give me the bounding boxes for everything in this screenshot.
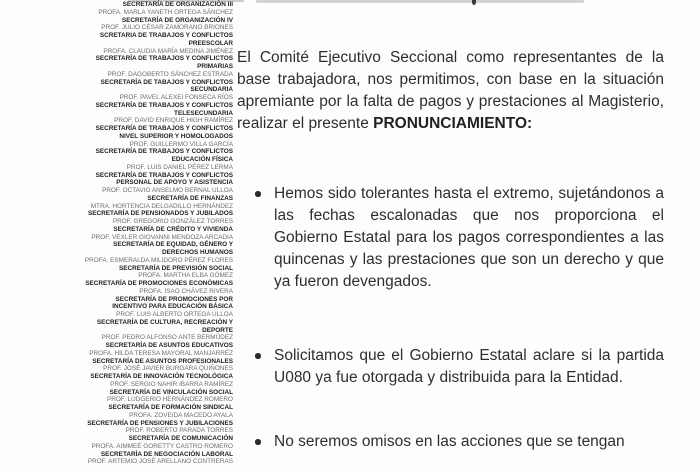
member-name: PROFA. MARLA YANETH ORTEGA SÁNCHEZ (98, 8, 233, 16)
directory-entry (83, 265, 233, 281)
directory-entry (83, 226, 233, 242)
directory-entry (83, 125, 233, 148)
secretaria-title: SECRETARÍA DE TRABAJOS Y CONFLICTOS NIVEL SUPERIOR Y HOMOLOGADOS (95, 125, 233, 140)
member-name: PROF. DAVID ENRIQUE HIGH RAMÍREZ (114, 117, 233, 125)
bullet-item-no-omisos: No seremos omisos en las acciones que se tengan (237, 431, 664, 453)
member-name: PROFA. HILDA TERESA MAYORAL MANJARRÉZ (89, 349, 233, 357)
secretaria-title: SECRETARÍA DE TRABAJOS Y CONFLICTOS PERSONAL DE APOYO Y ASISTENCIA (95, 171, 233, 187)
member-name: PROF. VEXLER GIOVANNI MENDOZA ARCADIA (91, 233, 233, 241)
directory-entry (83, 435, 233, 451)
member-name: PROF. LUIS DANIEL PÉREZ LERMA (126, 163, 233, 171)
member-name: PROF. LUDGERIO HERNÁNDEZ ROMERO (106, 396, 233, 404)
secretaria-title: SECRETARÍA DE INNOVACIÓN TECNOLÓGICA (90, 373, 233, 380)
secretaria-title: SECRETARÍA DE TRABAJOS Y CONFLICTOS TELESECUNDARIA (95, 101, 233, 117)
secretaria-title: SECRETARÍA DE TRABAJOS Y CONFLICTOS EDUCACIÓN FÍSICA (95, 148, 233, 163)
secretaria-title: SECRETARÍA DE EQUIDAD, GÉNERO Y DERECHOS HUMANOS (113, 241, 233, 256)
member-name: PROF. ROBERTO PARADA TORRES (125, 427, 233, 435)
member-name: PROFA. ESMERALDA MILIDORO PÉREZ FLORES (84, 256, 233, 264)
secretaria-title: SECRETARÍA DE TABAJOS Y CONFLICTOS SECUNDARIA (100, 78, 233, 94)
cropped-text-fragment (256, 0, 584, 3)
directory-entry (83, 319, 233, 342)
directory-entry (83, 451, 233, 467)
secretaria-title: SECRETARÍA DE TRABAJOS Y CONFLICTOS PRIMARIAS (95, 55, 233, 70)
member-name: PROFA. ISAO CHÁVEZ RIVERA (139, 287, 233, 295)
secretaria-title: SECRETARÍA DE ORGANIZACIÓN IV (121, 16, 233, 24)
member-name: PROF. LUIS ALBERTO ORTEGA ULLOA (116, 311, 233, 318)
directory-entry (83, 32, 233, 55)
directory-entry (83, 373, 233, 389)
directory-entry (83, 148, 233, 171)
member-name: PROF. ARTEMIO JOSÉ ARELLANO CONTRERAS (87, 458, 233, 466)
member-name: PROF. JOSÉ JAVIER BURGARA QUIÑONES (103, 365, 233, 373)
directory-entry (83, 17, 233, 33)
secretaria-title: SECRETARÍA DE NEGOCIACIÓN LABORAL (100, 450, 233, 458)
member-name: PROFA. ZOVEIDA MACEDO AYALA (129, 411, 233, 419)
directory-entry (83, 280, 233, 296)
member-name: PROF. DAGOBERTO SÁNCHEZ ESTRADA (107, 70, 233, 78)
directory-entry (83, 296, 233, 319)
member-name: PROF. PEDRO ALFONSO ANTE BERMÚDEZ (101, 334, 233, 342)
member-name: PROF. PAVEL ALEXEI FONSECA RÍOS (119, 94, 233, 101)
secretaria-title: SECRETARÍA DE FINANZAS (147, 194, 233, 202)
member-name: PROFA. MARTHA ELBA GÓMEZ (138, 272, 233, 280)
directory-entry (83, 241, 233, 264)
bullet-item-partida-u080: Solicitamos que el Gobierno Estatal aclare si la partida U080 ya fue otorgada y distribuida para la Entidad. (237, 345, 664, 389)
secretaria-title: SECRETARÍA DE CULTURA, RECREACIÓN Y DEPORTE (96, 318, 233, 334)
intro-text: El Comité Ejecutivo Seccional como representantes de la base trabajadora, nos permitimos, con base en la situación apremiante por la falta de pagos y prestaciones al Magisterio, realizar el presente (237, 49, 664, 132)
directory-entry (83, 210, 233, 226)
directory-entry (83, 55, 233, 78)
pronouncement-body (237, 47, 664, 453)
directory-entry (83, 420, 233, 436)
directory-entry (83, 358, 233, 374)
secretaria-title: SECRETARÍA DE PROMOCIONES POR INCENTIVO PARA EDUCACIÓN BÁSICA (112, 295, 233, 311)
pronunciamiento-label: PRONUNCIAMIENTO: (373, 115, 533, 132)
directory-entry (83, 1, 233, 17)
secretaria-title: SECRETARÍA DE PREVISIÓN SOCIAL (119, 264, 233, 272)
member-name: PROFA. AIMMEÉ GORETTY CASTRO ROMERO (91, 442, 233, 450)
directory-entry (83, 172, 233, 195)
directory-entry (83, 404, 233, 420)
cropped-descender-mark (472, 0, 476, 5)
member-name: MTRA. HORTENCIA DELGADILLO HERNÁNDEZ (90, 202, 233, 210)
secretaria-title: SECRETARÍA DE CRÉDITO Y VIVIENDA (113, 225, 233, 233)
directory-entry (83, 342, 233, 358)
secretaria-title: SECRETARÍA DE ASUNTOS PROFESIONALES (92, 357, 233, 365)
member-name: PROF. SERGIO NAHIR IBARRA RAMÍREZ (110, 380, 233, 388)
secretaria-title: SECRETARÍA DE FORMACIÓN SINDICAL (108, 404, 233, 411)
secretaria-title: SECRETARÍA DE PROMOCIONES ECONÓMICAS (85, 280, 233, 287)
member-name: PROF. OCTAVIO ANSELMO BERNAL ULLOA (102, 187, 233, 194)
bullet-list (237, 183, 664, 453)
member-name: PROFA. CLAUDIA MARÍA MEDINA JIMÉNEZ (103, 47, 233, 55)
secretaria-title: SECRETARÍA DE COMUNICACIÓN (128, 435, 233, 442)
secretaria-title: SECRETARÍA DE ORGANIZACIÓN III (122, 1, 233, 8)
secretaria-title: SECRETARÍA DE VINCULACIÓN SOCIAL (109, 388, 233, 396)
bullet-item-tolerantes: Hemos sido tolerantes hasta el extremo, sujetándonos a las fechas escalonadas que nos proporciona el Gobierno Estatal para los pagos correspondientes a las quincenas y las prestaciones que son un derecho y que ya fueron devengados. (237, 183, 664, 293)
directory-entry (83, 102, 233, 125)
intro-paragraph (237, 47, 664, 135)
secretaria-title: SECRETARÍA DE PENSIONADOS Y JUBILADOS (88, 210, 233, 218)
secretaria-title: SECRETARÍA DE PENSIONES Y JUBILACIONES (87, 419, 233, 427)
member-name: PROF. JULIO CÉSAR ZAMORANO BRIONES (101, 24, 233, 32)
directory-entry (83, 195, 233, 211)
committee-directory (83, 1, 233, 466)
directory-entry (83, 389, 233, 405)
secretaria-title: SCRETARIA DE TRABAJOS Y CONFLICTOS PREESCOLAR (99, 32, 233, 47)
member-name: PROF. GREGORIO GONZÁLEZ TORRES (112, 218, 233, 225)
member-name: PROF. GUILLERMO VILLA GARCÍA (129, 140, 233, 148)
directory-entry (83, 79, 233, 102)
secretaria-title: SECRETARÍA DE ASUNTOS EDUCATIVOS (105, 342, 233, 349)
